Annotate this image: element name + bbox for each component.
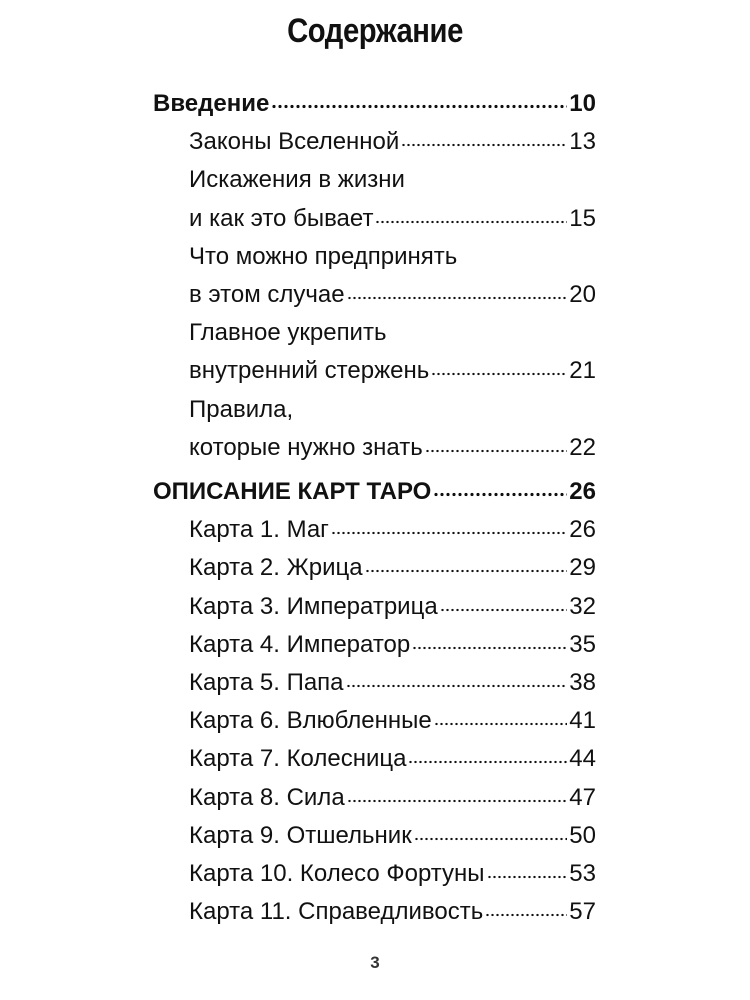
toc-entry-page: 57: [569, 898, 596, 926]
toc-entry[interactable]: [189, 357, 596, 391]
toc-entry-title: Карта 2. Жрица: [189, 554, 363, 582]
toc-entry[interactable]: [189, 784, 596, 818]
dot-leader: [331, 531, 567, 535]
dot-leader: [414, 837, 568, 841]
toc-entry-page: 38: [569, 669, 596, 696]
toc-entry-title: Карта 6. Влюбленные: [189, 707, 432, 735]
dot-leader: [346, 684, 568, 688]
dot-leader: [433, 492, 567, 497]
toc-entry-page: 29: [569, 554, 596, 582]
dot-leader: [431, 372, 567, 376]
toc-entry[interactable]: [189, 669, 596, 703]
toc-entry-title: Карта 4. Император: [189, 630, 411, 658]
dot-leader: [425, 449, 568, 453]
toc-entry[interactable]: [189, 822, 596, 856]
toc-entry-title: в этом случае: [189, 281, 345, 308]
dot-leader: [347, 799, 568, 803]
toc-entry-title: Законы Вселенной: [189, 128, 400, 156]
section-heading[interactable]: [153, 478, 596, 512]
toc-entry-line: Что можно предпринять: [189, 242, 458, 270]
section-heading-title: ОПИСАНИЕ КАРТ ТАРО: [153, 478, 432, 505]
dot-leader: [408, 760, 567, 764]
toc-entry-title: которые нужно знать: [189, 433, 423, 461]
toc-entry-page: 41: [569, 707, 596, 735]
toc-entry[interactable]: [189, 631, 596, 665]
toc-entry[interactable]: [189, 593, 596, 627]
toc-entry[interactable]: [189, 898, 596, 932]
toc-entry-page: 32: [569, 592, 596, 620]
toc-entry-title: Карта 10. Колесо Фортуны: [189, 860, 485, 887]
toc-entry-page: 21: [569, 357, 596, 385]
dot-leader: [485, 913, 567, 917]
toc-entry-page: 47: [569, 783, 596, 811]
toc-entry-title: Карта 1. Маг: [189, 516, 329, 544]
section-heading-page: 10: [569, 90, 596, 117]
section-heading-title: Введение: [153, 90, 270, 117]
dot-leader: [375, 220, 567, 224]
toc-entry[interactable]: [189, 205, 596, 239]
dot-leader: [487, 875, 568, 879]
toc-entry-page: 13: [569, 128, 596, 156]
toc-entry[interactable]: [189, 516, 596, 550]
toc-entry[interactable]: [189, 281, 596, 315]
dot-leader: [412, 646, 567, 650]
toc-entry-title: Карта 3. Императрица: [189, 592, 438, 620]
toc-entry-page: 22: [569, 433, 596, 461]
toc-entry-title: Карта 9. Отшельник: [189, 821, 412, 849]
toc-entry-page: 15: [569, 204, 596, 232]
dot-leader: [365, 569, 568, 573]
section-heading-page: 26: [569, 478, 596, 505]
toc-entry-page: 35: [569, 630, 596, 658]
toc-entry-title: Карта 11. Справедливость: [189, 898, 484, 926]
page-number: 3: [370, 953, 380, 972]
dot-leader: [440, 608, 568, 612]
toc-entry-page: 53: [569, 860, 596, 887]
toc-entry-title: Карта 7. Колесница: [189, 745, 407, 773]
toc-entry[interactable]: [189, 554, 596, 588]
section-heading[interactable]: [153, 90, 596, 124]
dot-leader: [347, 296, 568, 300]
page-title: Содержание: [287, 12, 463, 50]
toc-entry-line: Главное укрепить: [189, 319, 387, 347]
toc-entry-line: Искажения в жизни: [189, 166, 405, 194]
toc-entry-title: Карта 5. Папа: [189, 669, 344, 696]
toc-entry-page: 26: [569, 516, 596, 544]
toc-entry-title: внутренний стержень: [189, 357, 430, 385]
toc-entry[interactable]: [189, 745, 596, 779]
toc-entry[interactable]: [189, 128, 596, 162]
toc-entry-line: Правила,: [189, 395, 294, 423]
toc-entry-page: 50: [569, 821, 596, 849]
toc-entry-page: 20: [569, 281, 596, 308]
toc-entry-title: и как это бывает: [189, 204, 374, 232]
dot-leader: [401, 143, 567, 147]
toc-entry[interactable]: [189, 434, 596, 468]
toc-entry-title: Карта 8. Сила: [189, 783, 345, 811]
dot-leader: [434, 722, 568, 726]
toc-entry-page: 44: [569, 745, 596, 773]
toc-entry[interactable]: [189, 860, 596, 894]
dot-leader: [271, 104, 567, 109]
toc-entry[interactable]: [189, 707, 596, 741]
